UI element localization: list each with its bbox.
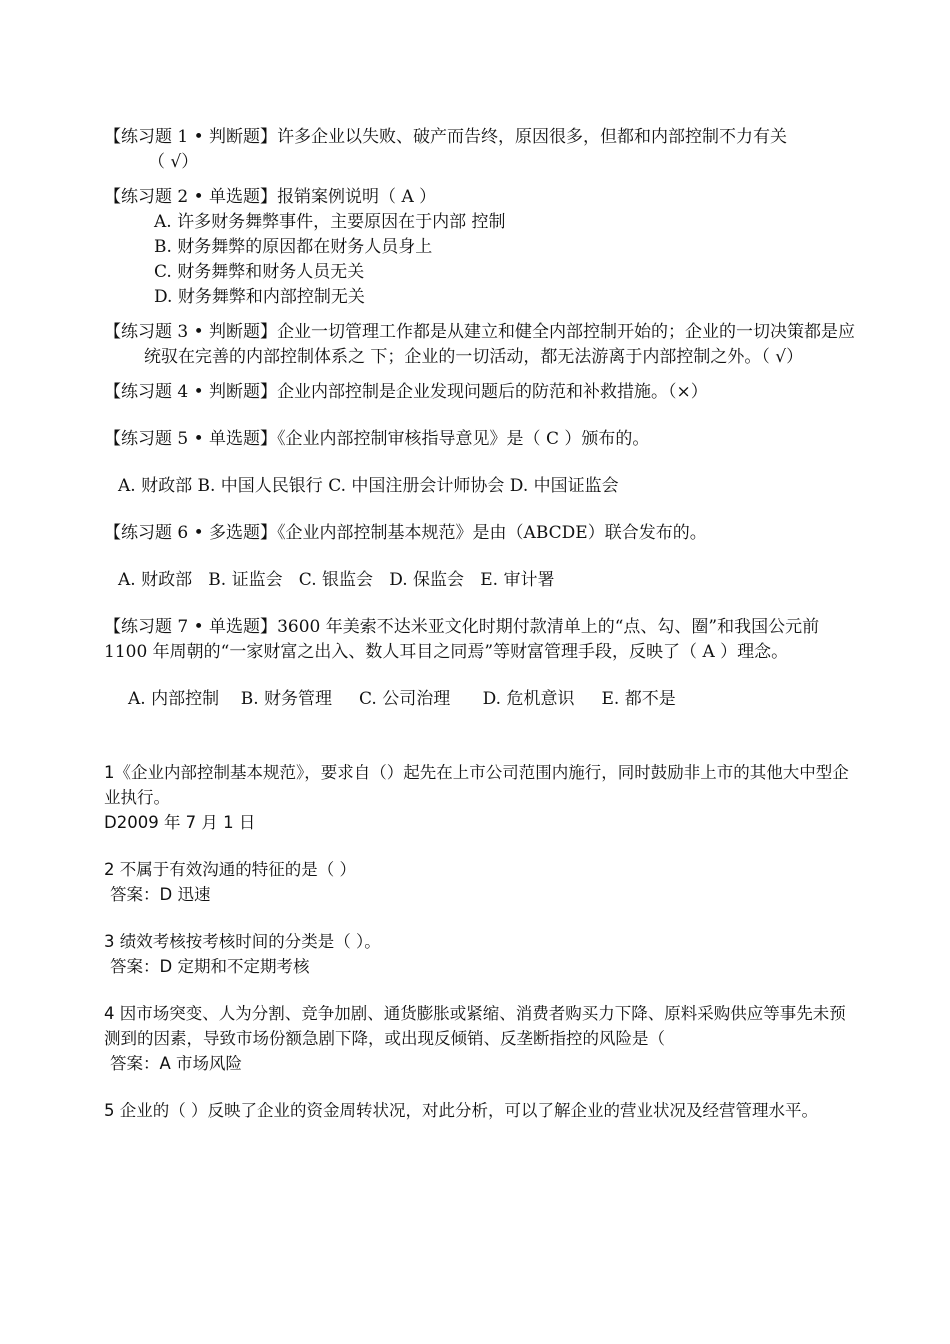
exercise-2 [104, 185, 862, 210]
exercise-5-text: 《企业内部控制审核指导意见》是（ C ）颁布的。 [277, 429, 650, 449]
exercise-7 [104, 615, 862, 665]
question-4-answer: 答案：A 市场风险 [110, 1054, 243, 1073]
question-2-answer: 答案：D 迅速 [110, 885, 211, 904]
question-1-answer: D2009 年 7 月 1 日 [104, 813, 256, 832]
exercise-3-head: 【练习题 3 • 判断题】 [104, 322, 278, 342]
question-1: 1《企业内部控制基本规范》，要求自（）起先在上市公司范围内施行，同时鼓励非上市的其他大中型企业执行。 [104, 763, 849, 807]
exercise-6-head: 【练习题 6 • 多选题】 [104, 523, 278, 543]
exercise-7-options: A. 内部控制 B. 财务管理 C. 公司治理 D. 危机意识 E. 都不是 [128, 689, 676, 709]
exercise-2-option-b: B. 财务舞弊的原因都在财务人员身上 [154, 237, 433, 257]
exercise-2-option-d: D. 财务舞弊和内部控制无关 [154, 287, 365, 307]
exercise-4-head: 【练习题 4 • 判断题】 [104, 382, 278, 402]
question-5: 5 企业的（ ）反映了企业的资金周转状况，对此分析，可以了解企业的营业状况及经营管理水平。 [104, 1101, 818, 1120]
exercise-5-options: A. 财政部 B. 中国人民银行 C. 中国注册会计师协会 D. 中国证监会 [118, 476, 619, 496]
exercise-4-text: 企业内部控制是企业发现问题后的防范和补救措施。（×） [277, 382, 708, 402]
exercise-1-answer: （ √） [148, 152, 199, 172]
exercise-2-head: 【练习题 2 • 单选题】 [104, 187, 278, 207]
exercise-7-head: 【练习题 7 • 单选题】 [104, 617, 278, 637]
exercise-2-option-c: C. 财务舞弊和财务人员无关 [154, 262, 365, 282]
exercise-6-text: 《企业内部控制基本规范》是由（ABCDE）联合发布的。 [277, 523, 707, 543]
exercise-6 [104, 521, 862, 546]
exercise-1-head: 【练习题 1 • 判断题】 [104, 127, 278, 147]
question-4: 4 因市场突变、人为分割、竞争加剧、通货膨胀或紧缩、消费者购买力下降、原料采购供应等事先未预测到的因素，导致市场份额急剧下降，或出现反倾销、反垄断指控的风险是（ [104, 1004, 846, 1048]
question-3: 3 绩效考核按考核时间的分类是（ ）。 [104, 932, 381, 951]
exercise-1-text: 许多企业以失败、破产而告终，原因很多，但都和内部控制不力有关 [277, 127, 788, 147]
exercise-3-text: 企业一切管理工作都是从建立和健全内部控制开始的；企业的一切决策都是应统驭在完善的内部控制体系之 下；企业的一切活动，都无法游离于内部控制之外。（ √） [144, 322, 856, 367]
exercise-6-options: A. 财政部 B. 证监会 C. 银监会 D. 保监会 E. 审计署 [118, 570, 555, 590]
exercise-2-option-a: A. 许多财务舞弊事件，主要原因在于内部 控制 [154, 212, 506, 232]
exercise-4 [104, 380, 862, 405]
exercise-5-head: 【练习题 5 • 单选题】 [104, 429, 278, 449]
question-2: 2 不属于有效沟通的特征的是（ ） [104, 860, 356, 879]
exercise-5 [104, 427, 862, 452]
exercise-1 [104, 125, 862, 150]
exercise-3 [104, 320, 862, 370]
exercise-2-text: 报销案例说明（ A ） [277, 187, 437, 207]
exercise-7-text: 3600 年美索不达米亚文化时期付款清单上的“点、勾、圈”和我国公元前 1100 年周朝的“一家财富之出入、数人耳目之同焉”等财富管理手段，反映了（ A ）理念。 [104, 617, 820, 662]
question-3-answer: 答案：D 定期和不定期考核 [110, 957, 310, 976]
